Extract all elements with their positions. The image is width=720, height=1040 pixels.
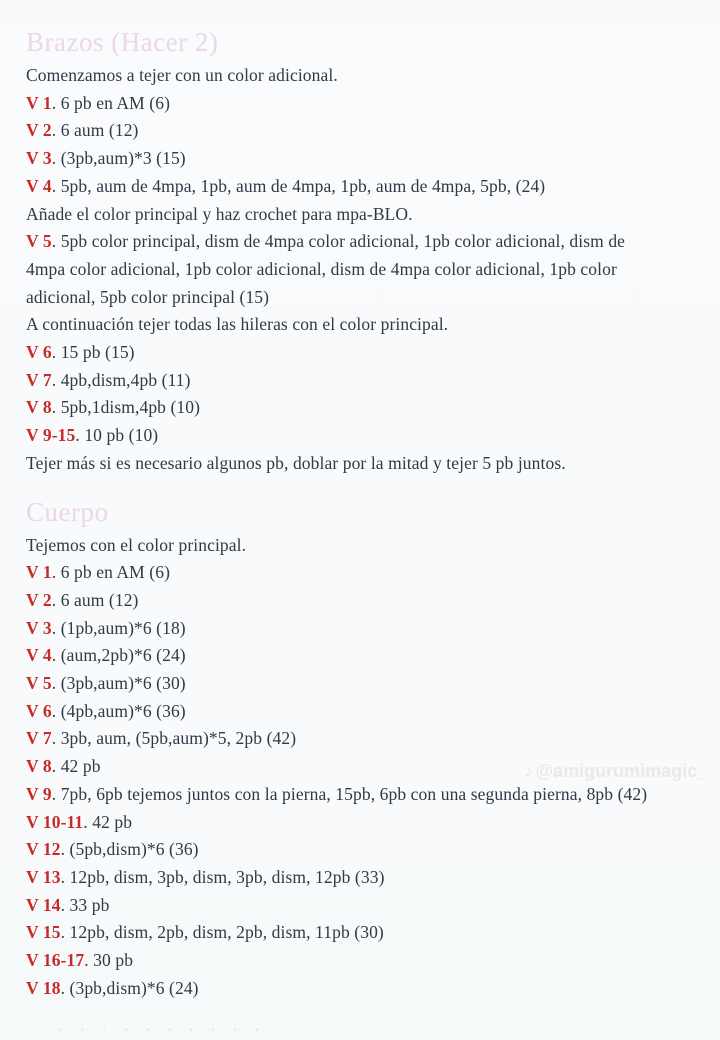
note-row — [26, 311, 660, 339]
pattern-row — [26, 670, 660, 698]
note-row — [26, 62, 660, 90]
pattern-row — [26, 919, 660, 947]
row-text: Añade el color principal y haz crochet para mpa-BLO. — [26, 203, 413, 224]
pattern-row — [26, 339, 660, 367]
note-row — [26, 450, 660, 478]
row-label: V 16-17 — [26, 950, 85, 971]
row-text: . (4pb,aum)*6 (36) — [51, 700, 186, 721]
row-text: Tejer más si es necesario algunos pb, doblar por la mitad y tejer 5 pb juntos. — [26, 452, 566, 473]
row-text: . 5pb,1dism,4pb (10) — [51, 397, 201, 418]
clipped-text-hint: · · · · · · · · · · — [58, 1021, 266, 1038]
row-label: V 8 — [26, 756, 52, 777]
pattern-row — [26, 394, 660, 422]
pattern-row — [26, 615, 660, 643]
row-text: . (3pb,aum)*3 (15) — [51, 148, 186, 169]
row-label: V 9 — [26, 783, 52, 804]
pattern-row — [26, 975, 660, 1003]
row-text: . 3pb, aum, (5pb,aum)*5, 2pb (42) — [51, 728, 297, 749]
row-label: V 2 — [26, 120, 52, 141]
note-row — [26, 532, 660, 560]
pattern-row — [26, 864, 660, 892]
row-text: . 30 pb — [84, 950, 134, 971]
pattern-row — [26, 367, 660, 395]
row-label: V 4 — [26, 175, 52, 196]
row-label: V 18 — [26, 977, 61, 998]
pattern-row — [26, 422, 660, 450]
row-label: V 5 — [26, 231, 52, 252]
row-label: V 6 — [26, 700, 52, 721]
row-text: . 6 pb en AM (6) — [51, 562, 171, 583]
pattern-row — [26, 228, 660, 311]
row-text: . 5pb color principal, dism de 4mpa color adicional, 1pb color adicional, dism de 4mpa color adicional, 1pb color adicional, dism de 4mpa color adicional, 1pb color adicional, 5pb color principal (15) — [26, 231, 626, 307]
row-label: V 7 — [26, 369, 52, 390]
row-text: . 5pb, aum de 4mpa, 1pb, aum de 4mpa, 1pb, aum de 4mpa, 5pb, (24) — [51, 175, 546, 196]
row-label: V 10-11 — [26, 811, 84, 832]
row-text: . 6 pb en AM (6) — [51, 92, 171, 113]
row-text: . 6 aum (12) — [51, 120, 139, 141]
clipped-next-line — [58, 1020, 438, 1038]
row-text: . (5pb,dism)*6 (36) — [60, 839, 199, 860]
watermark-text: @amigurumimagic_ — [535, 761, 708, 781]
row-text: Tejemos con el color principal. — [26, 534, 247, 555]
pattern-row — [26, 698, 660, 726]
pattern-row — [26, 145, 660, 173]
pattern-row — [26, 725, 660, 753]
row-label: V 14 — [26, 894, 61, 915]
row-text: Comenzamos a tejer con un color adicional. — [26, 65, 338, 85]
pattern-row — [26, 892, 660, 920]
row-label: V 1 — [26, 562, 52, 583]
row-label: V 8 — [26, 397, 52, 418]
pattern-sections — [26, 24, 660, 1003]
pattern-row — [26, 117, 660, 145]
row-label: V 9-15 — [26, 425, 76, 446]
row-label: V 3 — [26, 617, 52, 638]
row-text: . 42 pb — [51, 756, 101, 777]
music-note-icon: ♪ — [524, 761, 534, 782]
row-text: . (3pb,aum)*6 (30) — [51, 673, 186, 694]
row-text: A continuación tejer todas las hileras con el color principal. — [26, 314, 449, 335]
row-text: . 6 aum (12) — [51, 589, 139, 610]
pattern-row — [26, 809, 660, 837]
row-label: V 4 — [26, 645, 52, 666]
row-label: V 13 — [26, 866, 61, 887]
pattern-row — [26, 587, 660, 615]
pattern-row — [26, 559, 660, 587]
row-text: . 42 pb — [83, 811, 133, 832]
pattern-row — [26, 90, 660, 118]
pattern-row — [26, 836, 660, 864]
row-text: . 4pb,dism,4pb (11) — [51, 369, 191, 390]
row-text: . (3pb,dism)*6 (24) — [60, 977, 199, 998]
row-label: V 2 — [26, 589, 52, 610]
row-label: V 3 — [26, 148, 52, 169]
row-text: . 33 pb — [60, 894, 110, 915]
row-label: V 7 — [26, 728, 52, 749]
section-heading: Cuerpo — [26, 496, 109, 527]
row-text: . 10 pb (10) — [75, 425, 159, 446]
pattern-row — [26, 781, 660, 809]
row-text: . 12pb, dism, 2pb, dism, 2pb, dism, 11pb (30) — [60, 922, 384, 943]
note-row — [26, 201, 660, 229]
row-text: . (aum,2pb)*6 (24) — [51, 645, 186, 666]
watermark — [524, 760, 708, 783]
row-label: V 5 — [26, 673, 52, 694]
row-text: . (1pb,aum)*6 (18) — [51, 617, 186, 638]
row-label: V 12 — [26, 839, 61, 860]
pattern-row — [26, 947, 660, 975]
row-label: V 15 — [26, 922, 61, 943]
section-heading: Brazos (Hacer 2) — [26, 27, 219, 57]
row-text: . 7pb, 6pb tejemos juntos con la pierna, 15pb, 6pb con una segunda pierna, 8pb (42) — [51, 783, 648, 804]
row-text: . 12pb, dism, 3pb, dism, 3pb, dism, 12pb (33) — [60, 866, 385, 887]
row-label: V 1 — [26, 92, 52, 113]
row-text: . 15 pb (15) — [51, 342, 135, 363]
pattern-row — [26, 642, 660, 670]
pattern-document-page — [0, 24, 720, 1036]
pattern-row — [26, 173, 660, 201]
row-label: V 6 — [26, 342, 52, 363]
